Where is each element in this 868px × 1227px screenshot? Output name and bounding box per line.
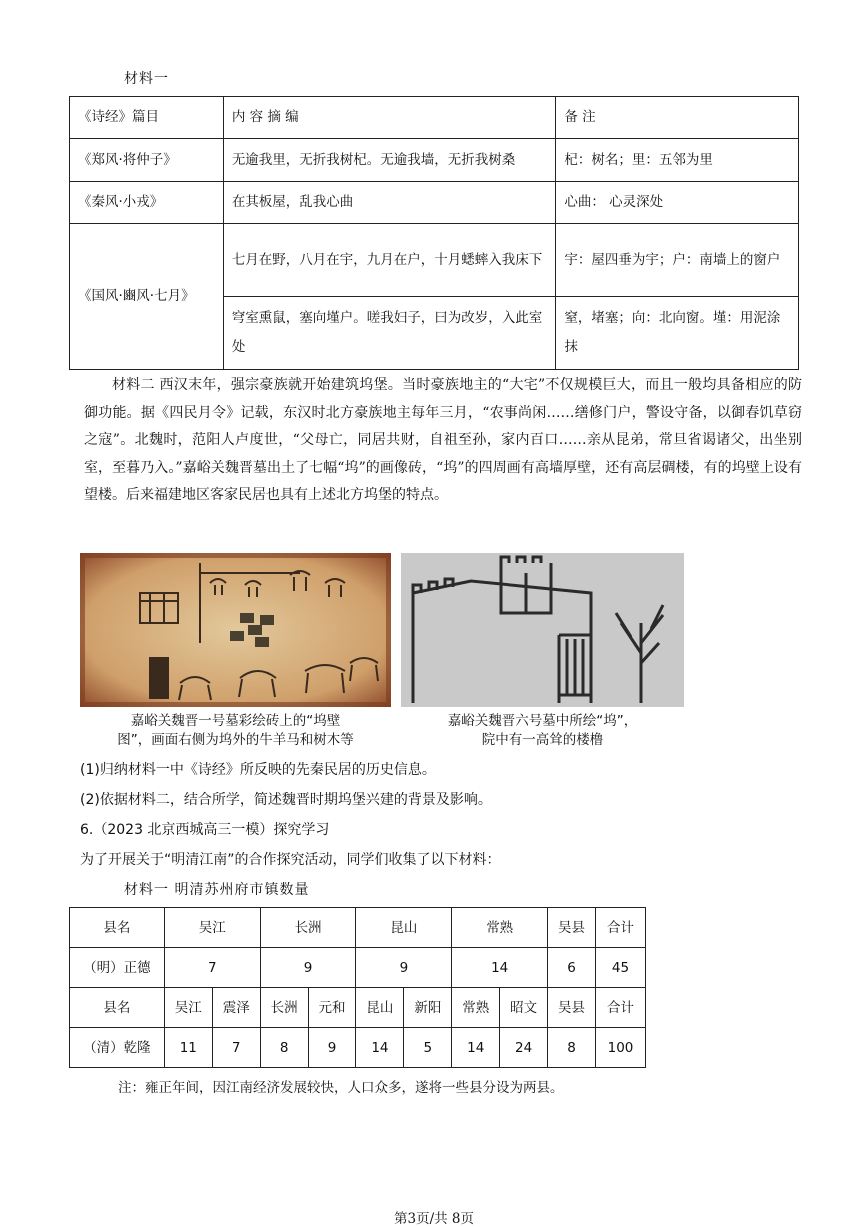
table-cell: 100: [596, 1028, 646, 1068]
header-cell: 内 容 摘 编: [223, 97, 556, 139]
table-cell: 5: [404, 1028, 452, 1068]
table-row: [70, 1028, 646, 1068]
table-cell: 七月在野，八月在宇，九月在户，十月蟋蟀入我床下: [223, 224, 556, 297]
table-cell: 穹室熏鼠，塞向墐户。嗟我妇子，曰为改岁，入此室处: [223, 297, 556, 370]
table-cell: 常熟: [452, 908, 548, 948]
table-cell: 无逾我里，无折我树杞。无逾我墙，无折我树桑: [223, 139, 556, 182]
table-row: [70, 139, 799, 182]
table-cell: 45: [596, 948, 646, 988]
caption-line: 院中有一高耸的楼橹: [481, 732, 604, 748]
table-cell: 合计: [596, 988, 646, 1028]
table-cell: 震泽: [212, 988, 260, 1028]
table-cell: 9: [260, 948, 356, 988]
table-cell: （明）正德: [70, 948, 165, 988]
table-cell: 吴江: [164, 908, 260, 948]
table-cell: 吴县: [548, 988, 596, 1028]
table-cell: 《国风·豳风·七月》: [70, 224, 224, 370]
material-label: 材料一 明清苏州府市镇数量: [124, 882, 310, 898]
table-cell: 7: [164, 948, 260, 988]
question-2: (2)依据材料二，结合所学，简述魏晋时期坞堡兴建的背景及影响。: [80, 792, 492, 808]
table-cell: 元和: [308, 988, 356, 1028]
table-cell: 杞：树名；里：五邻为里: [556, 139, 799, 182]
right-image-caption: [401, 712, 684, 750]
caption-line: 图”，画面右侧为坞外的牛羊马和树木等: [117, 732, 354, 748]
table-cell: （清）乾隆: [70, 1028, 165, 1068]
section-6-intro: 为了开展关于“明清江南”的合作探究活动，同学们收集了以下材料：: [80, 852, 501, 868]
table-row: [70, 224, 799, 297]
table-cell: 9: [308, 1028, 356, 1068]
wu-drawing-image: [401, 553, 684, 707]
table-cell: 心曲： 心灵深处: [556, 182, 799, 224]
table-cell: 县名: [70, 908, 165, 948]
table-cell: 昆山: [356, 908, 452, 948]
table-row: [70, 948, 646, 988]
table-cell: 14: [452, 1028, 500, 1068]
table-cell: 吴江: [164, 988, 212, 1028]
table-cell: 《郑风·将仲子》: [70, 139, 224, 182]
table-cell: 常熟: [452, 988, 500, 1028]
table-cell: 在其板屋，乱我心曲: [223, 182, 556, 224]
market-town-table: [69, 907, 646, 1068]
table-cell: 24: [500, 1028, 548, 1068]
question-1: (1)归纳材料一中《诗经》所反映的先秦民居的历史信息。: [80, 762, 436, 778]
painted-brick-image: [80, 553, 391, 707]
table-cell: 宇：屋四垂为宇；户：南墙上的窗户: [556, 224, 799, 297]
table-cell: 6: [548, 948, 596, 988]
table-cell: 昆山: [356, 988, 404, 1028]
table-row: [70, 908, 646, 948]
table-row: [70, 182, 799, 224]
left-image-caption: [80, 712, 391, 750]
table-cell: 14: [356, 1028, 404, 1068]
table-cell: 县名: [70, 988, 165, 1028]
section-6-heading: 6.（2023 北京西城高三一模）探究学习: [80, 822, 330, 838]
table-cell: 7: [212, 1028, 260, 1068]
table-cell: 8: [260, 1028, 308, 1068]
material-1-label: 材料一: [124, 71, 169, 87]
table-row: [70, 988, 646, 1028]
table-header-row: [70, 97, 799, 139]
table-cell: 长洲: [260, 988, 308, 1028]
table-cell: 合计: [596, 908, 646, 948]
header-cell: 《诗经》篇目: [70, 97, 224, 139]
header-cell: 备 注: [556, 97, 799, 139]
table-note: 注：雍正年间，因江南经济发展较快，人口众多，遂将一些县分设为两县。: [118, 1080, 564, 1096]
shijing-table: [69, 96, 799, 370]
caption-line: 嘉峪关魏晋一号墓彩绘砖上的“坞壁: [130, 713, 341, 729]
table-cell: 11: [164, 1028, 212, 1068]
table-cell: 长洲: [260, 908, 356, 948]
table-cell: 昭文: [500, 988, 548, 1028]
table-cell: 吴县: [548, 908, 596, 948]
page-number: 第3页/共 8页: [393, 1211, 475, 1227]
table-cell: 8: [548, 1028, 596, 1068]
table-cell: 窒，堵塞；向：北向窗。墐：用泥涂抹: [556, 297, 799, 370]
material-2-paragraph: 材料二 西汉末年，强宗豪族就开始建筑坞堡。当时豪族地主的“大宅”不仅规模巨大，而且一般均具备相应的防御功能。据《四民月令》记载，东汉时北方豪族地主每年三月，“农事尚闲……缮修门户，警设守备，以御春饥草窃之寇”。北魏时，范阳人卢度世，“父母亡，同居共财，自祖至孙，家内百口……亲从昆弟，常旦省谒诸父，出坐别室，至暮乃入。”嘉峪关魏晋墓出土了七幅“坞”的画像砖，“坞”的四周画有高墙厚壁，还有高层碉楼，有的坞壁上设有望楼。后来福建地区客家民居也具有上述北方坞堡的特点。: [84, 377, 802, 503]
table-cell: 新阳: [404, 988, 452, 1028]
table-cell: 《秦风·小戎》: [70, 182, 224, 224]
table-cell: 14: [452, 948, 548, 988]
caption-line: 嘉峪关魏晋六号墓中所绘“坞”，: [447, 713, 638, 729]
table-cell: 9: [356, 948, 452, 988]
